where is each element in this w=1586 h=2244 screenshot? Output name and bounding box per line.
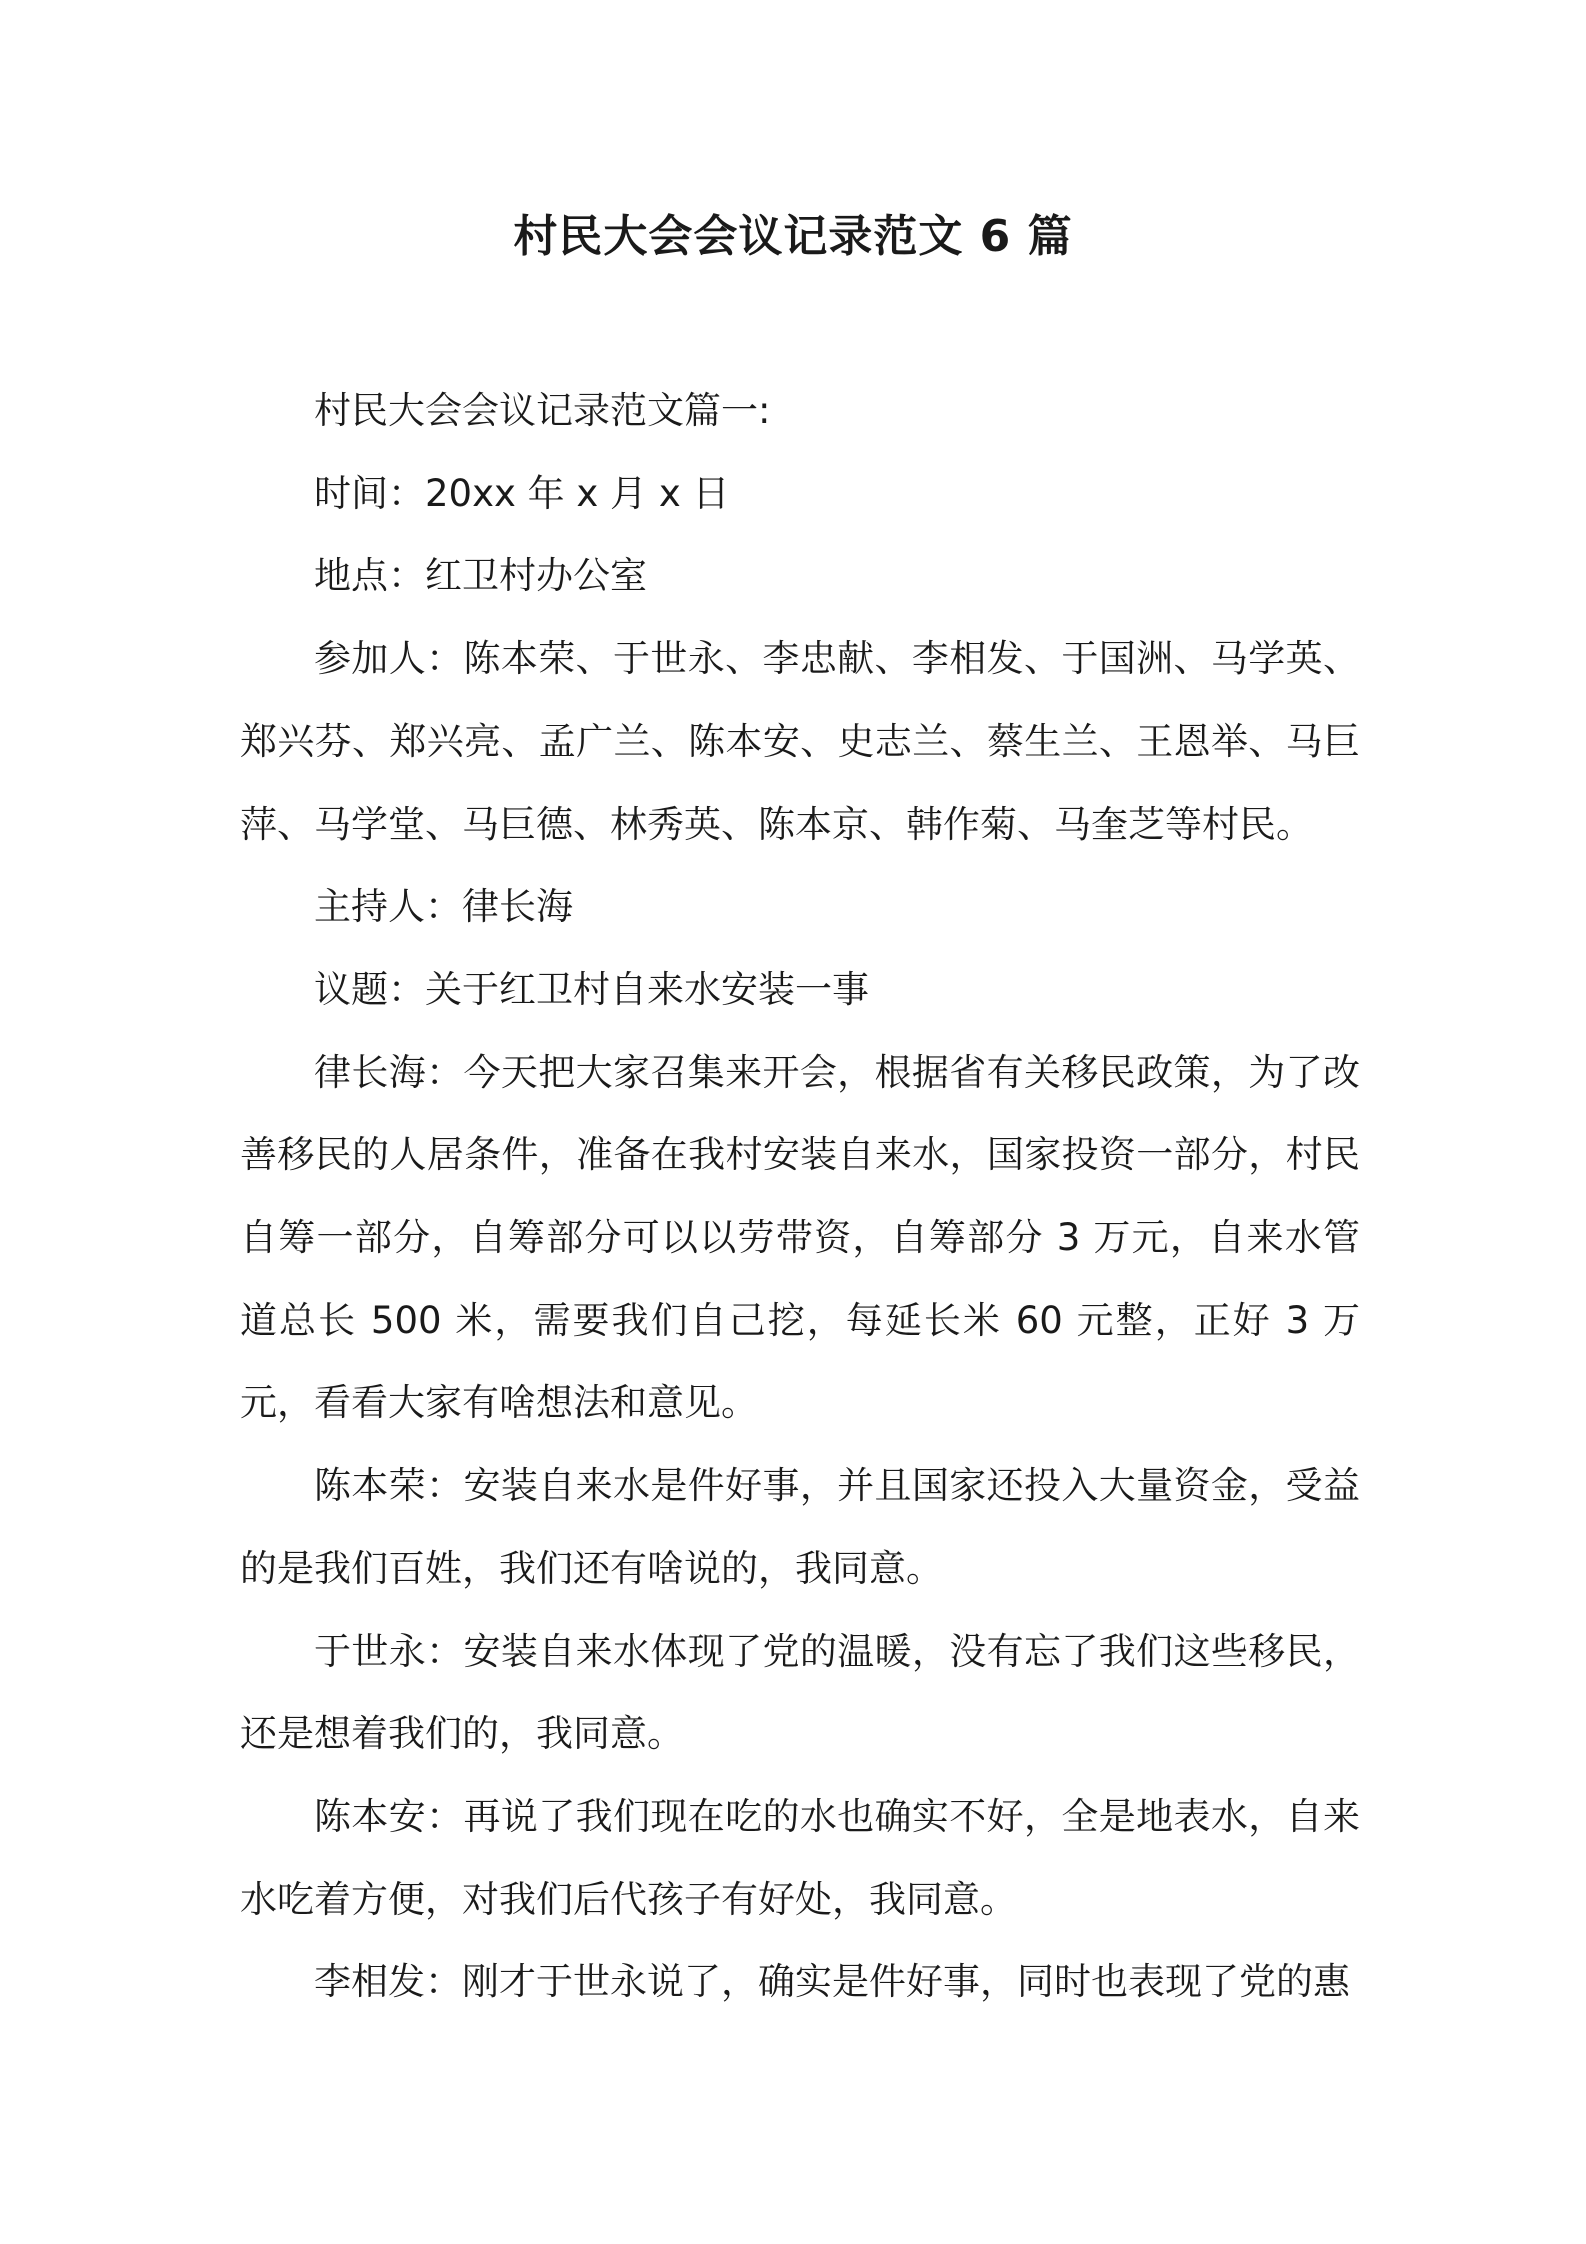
meeting-time: 时间：20xx 年 x 月 x 日 [314,471,730,515]
meeting-attendees: 参加人：陈本荣、于世永、李忠献、李相发、于国洲、马学英、郑兴芬、郑兴亮、孟广兰、陈本安、史志兰、蔡生兰、王恩举、马巨萍、马学堂、马巨德、林秀英、陈本京、韩作菊、马奎芝等村民。 [240,637,1360,846]
meeting-topic: 议题：关于红卫村自来水安装一事 [314,967,869,1011]
section-heading: 村民大会会议记录范文篇一: [314,389,771,432]
meeting-host: 主持人：律长海 [314,885,573,929]
speech-paragraph: 律长海：今天把大家召集来开会，根据省有关移民政策，为了改善移民的人居条件，准备在我村安装自来水，国家投资一部分，村民自筹一部分，自筹部分可以以劳带资，自筹部分 3 万元，自来水管道总长 500 米，需要我们自己挖，每延长米 60 元整，正好 3 万元，看看大家有啥想法和意见。 [240,1050,1360,1425]
meeting-location: 地点：红卫村办公室 [314,554,647,598]
speech-paragraph: 陈本安：再说了我们现在吃的水也确实不好，全是地表水，自来水吃着方便，对我们后代孩子有好处，我同意。 [240,1794,1360,1921]
document-title: 村民大会会议记录范文 6 篇 [513,211,1073,262]
document-body [240,370,1360,2024]
speech-paragraph: 李相发：刚才于世永说了，确实是件好事，同时也表现了党的惠 [314,1960,1350,2004]
speech-paragraph: 陈本荣：安装自来水是件好事，并且国家还投入大量资金，受益的是我们百姓，我们还有啥说的，我同意。 [240,1464,1360,1590]
speech-paragraph: 于世永：安装自来水体现了党的温暖，没有忘了我们这些移民，还是想着我们的，我同意。 [240,1629,1360,1756]
